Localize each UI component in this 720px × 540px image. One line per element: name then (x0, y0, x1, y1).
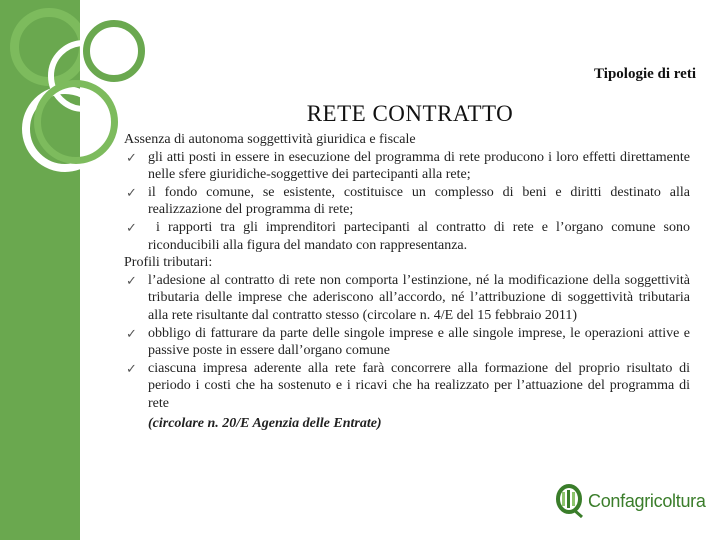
list-item (124, 325, 690, 360)
list-item-text: gli atti posti in essere in esecuzione del programma di rete producono i loro effetti direttamente nelle sfere giuridiche-soggettive dei partecipanti alla rete; (148, 149, 690, 183)
slide-body (124, 131, 694, 432)
check-icon: ✓ (126, 184, 137, 200)
check-icon: ✓ (126, 325, 137, 341)
slide-title: RETE CONTRATTO (306, 101, 514, 126)
confagricoltura-logo-icon (556, 484, 584, 518)
check-icon: ✓ (126, 360, 137, 376)
list-item-text: l’adesione al contratto di rete non comporta l’estinzione, né la modificazione della soggettività tributaria delle imprese che aderiscono all’accordo, né l’attribuzione di soggettività tributaria alla rete risultante dal contratto stesso (circolare n. 4/E del 15 febbraio 2011) (148, 272, 690, 323)
list-item (124, 219, 694, 254)
check-icon: ✓ (126, 149, 137, 165)
section-title: Tipologie di reti (594, 66, 696, 82)
check-icon: ✓ (126, 272, 137, 288)
list-item (124, 149, 690, 184)
bullet-list-a (124, 149, 694, 255)
intro-line: Assenza di autonoma soggettività giuridica e fiscale (124, 132, 416, 147)
list-item-text: ciascuna impresa aderente alla rete farà concorrere alla formazione del proprio risultato di periodo i costi che ha sostenuto e i ricavi che ha realizzato per l’attuazione del programma di rete (148, 360, 690, 411)
check-icon: ✓ (126, 219, 137, 235)
confagricoltura-logo (556, 484, 706, 518)
ring-decoration (83, 20, 145, 82)
bullet-list-b (124, 272, 690, 413)
list-item (124, 184, 690, 219)
list-item-text: i rapporti tra gli imprenditori partecipanti al contratto di rete e l’organo comune sono riconducibili alla figura del mandato con rappresentanza. (148, 219, 694, 253)
list-item-text: il fondo comune, se esistente, costituisce un complesso di beni e diritti destinato alla realizzazione del programma di rete; (148, 184, 690, 218)
citation: (circolare n. 20/E Agenzia delle Entrate) (148, 415, 382, 431)
logo-text: Confagricoltura (588, 490, 706, 511)
list-item (124, 272, 690, 325)
list-item-text: obbligo di fatturare da parte delle singole imprese e alle singole imprese, le operazioni attive e passive poste in essere dall’organo comune (148, 325, 690, 359)
profili-label: Profili tributari: (124, 255, 213, 271)
list-item (124, 360, 690, 413)
